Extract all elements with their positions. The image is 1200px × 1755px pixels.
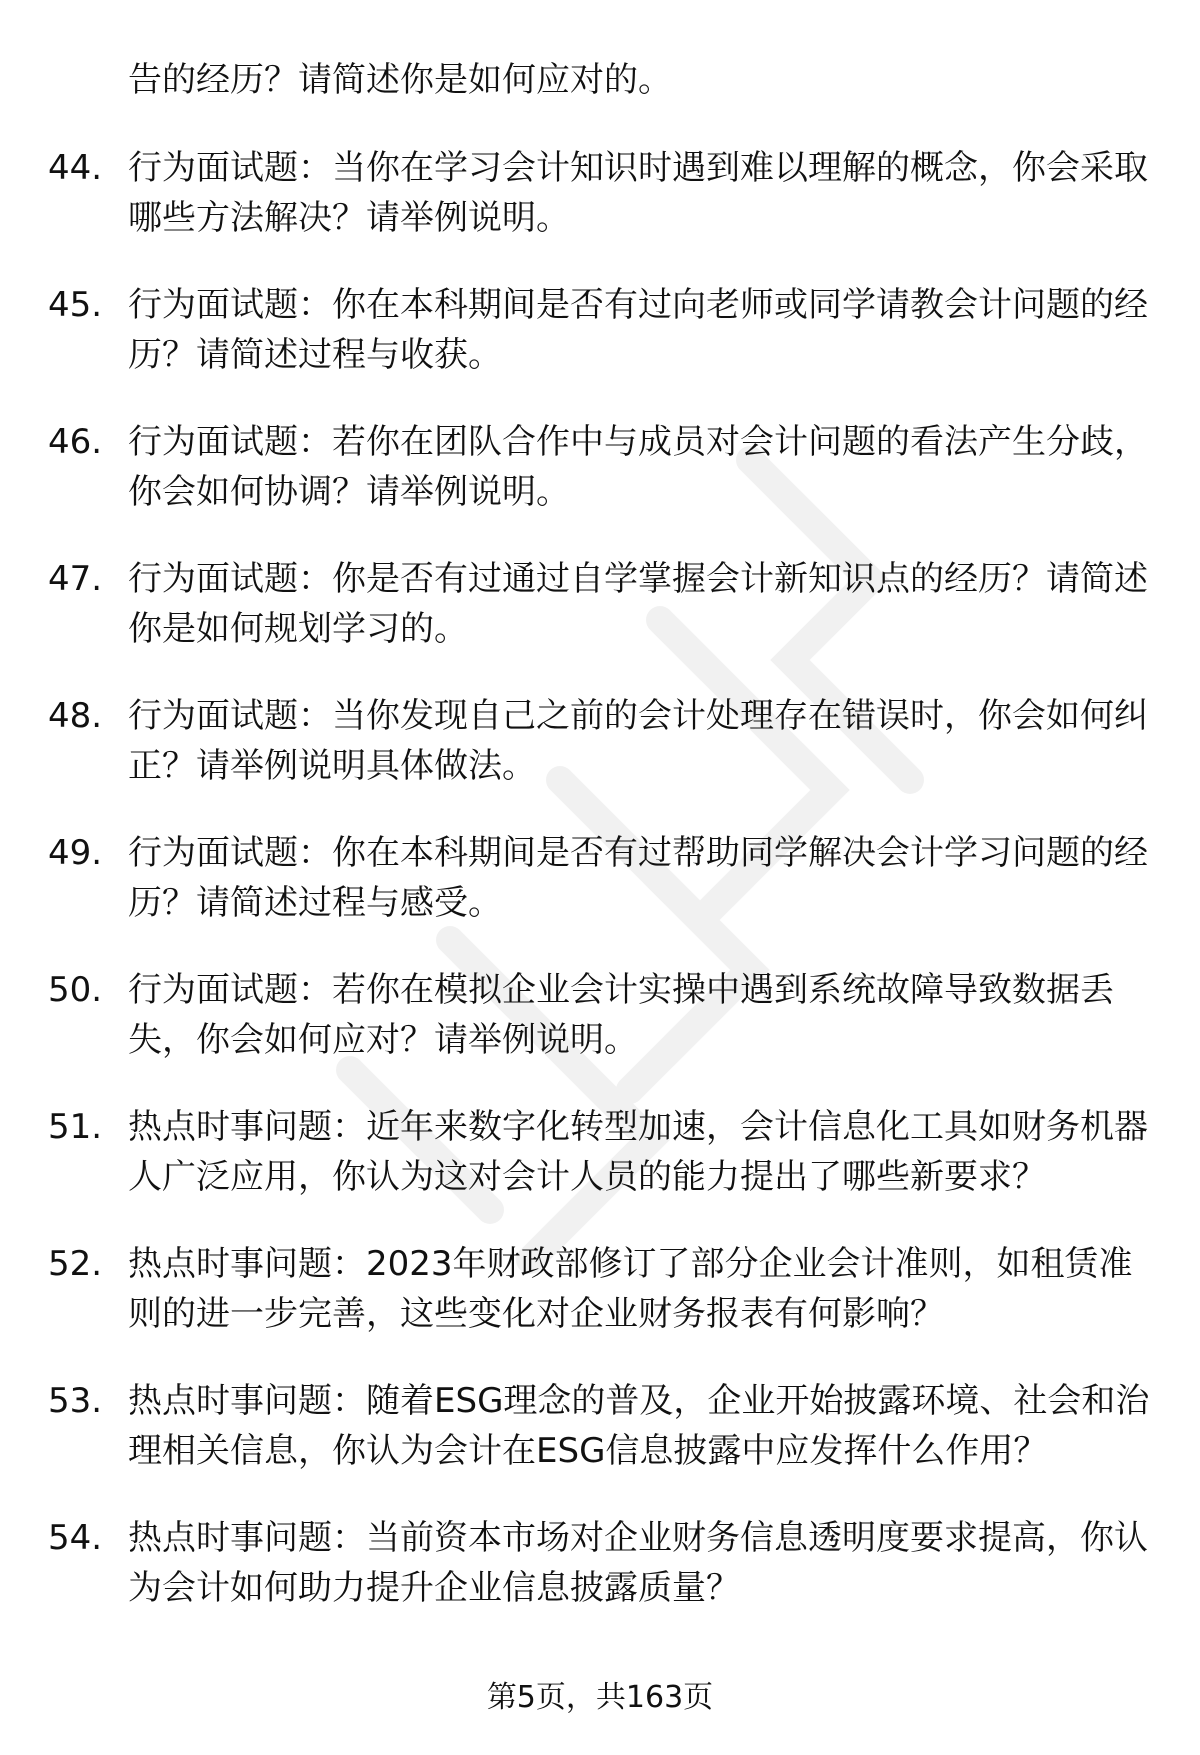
list-item	[48, 554, 1158, 654]
question-text: 行为面试题：当你在学习会计知识时遇到难以理解的概念，你会采取哪些方法解决？请举例说明。	[128, 148, 1148, 238]
question-text: 行为面试题：你在本科期间是否有过帮助同学解决会计学习问题的经历？请简述过程与感受。	[128, 833, 1148, 923]
page-footer: 第5页，共163页	[486, 1680, 714, 1715]
question-text: 行为面试题：当你发现自己之前的会计处理存在错误时，你会如何纠正？请举例说明具体做法。	[128, 696, 1148, 786]
list-item	[48, 828, 1158, 928]
continued-question-text: 告的经历？请简述你是如何应对的。	[128, 60, 672, 100]
list-item	[48, 965, 1158, 1065]
question-number: 45.	[48, 285, 103, 325]
question-text: 热点时事问题：随着ESG理念的普及，企业开始披露环境、社会和治理相关信息，你认为会计在ESG信息披露中应发挥什么作用？	[128, 1381, 1150, 1471]
question-number: 54.	[48, 1518, 103, 1558]
question-text: 行为面试题：你在本科期间是否有过向老师或同学请教会计问题的经历？请简述过程与收获。	[128, 285, 1148, 375]
list-item	[48, 1513, 1158, 1613]
question-text: 行为面试题：你是否有过通过自学掌握会计新知识点的经历？请简述你是如何规划学习的。	[128, 559, 1148, 649]
question-text: 行为面试题：若你在模拟企业会计实操中遇到系统故障导致数据丢失，你会如何应对？请举例说明。	[128, 970, 1114, 1060]
question-number: 52.	[48, 1244, 103, 1284]
question-number: 50.	[48, 970, 103, 1010]
question-number: 44.	[48, 148, 103, 188]
question-list	[48, 55, 1158, 1650]
question-number: 47.	[48, 559, 103, 599]
list-item	[48, 1102, 1158, 1202]
list-item	[48, 1376, 1158, 1476]
list-item	[48, 143, 1158, 243]
list-item	[48, 1239, 1158, 1339]
question-text: 行为面试题：若你在团队合作中与成员对会计问题的看法产生分歧，你会如何协调？请举例说明。	[128, 422, 1148, 512]
question-text: 热点时事问题：2023年财政部修订了部分企业会计准则，如租赁准则的进一步完善，这些变化对企业财务报表有何影响？	[128, 1244, 1133, 1334]
list-item	[48, 280, 1158, 380]
question-text: 热点时事问题：当前资本市场对企业财务信息透明度要求提高，你认为会计如何助力提升企业信息披露质量？	[128, 1518, 1148, 1608]
list-item	[48, 691, 1158, 791]
list-item	[48, 417, 1158, 517]
question-number: 46.	[48, 422, 103, 462]
question-number: 49.	[48, 833, 103, 873]
question-number: 48.	[48, 696, 103, 736]
question-number: 51.	[48, 1107, 103, 1147]
question-text: 热点时事问题：近年来数字化转型加速，会计信息化工具如财务机器人广泛应用，你认为这对会计人员的能力提出了哪些新要求？	[128, 1107, 1148, 1197]
question-number: 53.	[48, 1381, 103, 1421]
